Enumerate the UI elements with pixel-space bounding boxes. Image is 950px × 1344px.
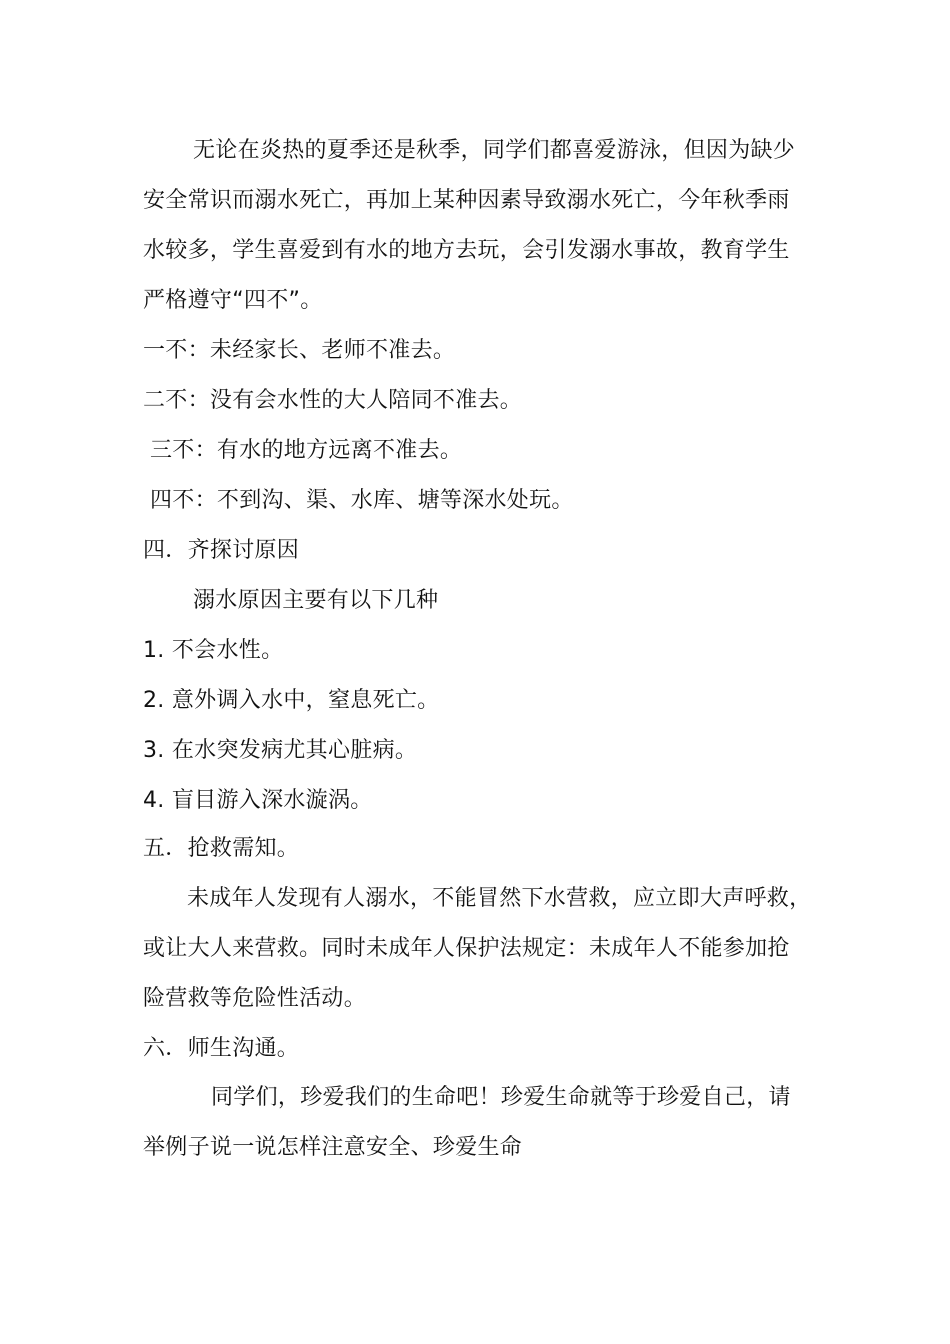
cause-item-1: 1. 不会水性。 [143, 638, 284, 663]
rule-1: 一不：未经家长、老师不准去。 [143, 338, 456, 363]
section-5-line-2: 或让大人来营救。同时未成年人保护法规定：未成年人不能参加抢 [143, 936, 790, 961]
section-6-line-1: 同学们，珍爱我们的生命吧！珍爱生命就等于珍爱自己，请 [211, 1085, 791, 1110]
cause-item-2: 2. 意外调入水中，窒息死亡。 [143, 688, 440, 713]
cause-item-3: 3. 在水突发病尤其心脏病。 [143, 738, 418, 763]
section-4-heading: 四．齐探讨原因 [143, 538, 300, 563]
cause-item-4: 4. 盲目游入深水漩涡。 [143, 788, 373, 813]
intro-line-3: 水较多，学生喜爱到有水的地方去玩，会引发溺水事故，教育学生 [143, 238, 790, 263]
intro-line-2: 安全常识而溺水死亡，再加上某种因素导致溺水死亡，今年秋季雨 [143, 188, 790, 213]
rule-4: 四不：不到沟、渠、水库、塘等深水处玩。 [150, 488, 574, 513]
rule-2: 二不：没有会水性的大人陪同不准去。 [143, 388, 523, 413]
intro-line-4: 严格遵守“四不”。 [143, 288, 323, 313]
section-6-heading: 六．师生沟通。 [143, 1036, 300, 1061]
intro-line-1: 无论在炎热的夏季还是秋季，同学们都喜爱游泳，但因为缺少 [193, 138, 796, 163]
section-5-line-1: 未成年人发现有人溺水，不能冒然下水营救，应立即大声呼救， [187, 886, 812, 911]
section-4-intro: 溺水原因主要有以下几种 [193, 588, 439, 613]
section-5-heading: 五．抢救需知。 [143, 836, 300, 861]
rule-3: 三不：有水的地方远离不准去。 [150, 438, 463, 463]
section-6-line-2: 举例子说一说怎样注意安全、珍爱生命 [143, 1135, 523, 1160]
section-5-line-3: 险营救等危险性活动。 [143, 986, 367, 1011]
